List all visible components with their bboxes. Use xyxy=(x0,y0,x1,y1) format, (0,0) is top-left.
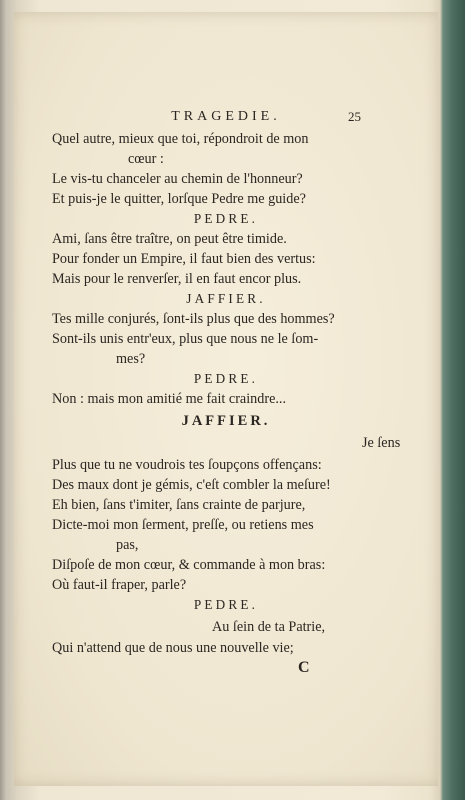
verse-line: Diſpoſe de mon cœur, & commande à mon bras: xyxy=(52,557,326,573)
speaker-name: JAFFIER. xyxy=(186,291,266,306)
speaker-name: PEDRE. xyxy=(193,597,259,612)
verse-line: Qui n'attend que de nous une nouvelle vie; xyxy=(52,640,294,656)
signature-mark: C xyxy=(298,659,310,676)
verse-line: Le vis-tu chanceler au chemin de l'honneur? xyxy=(52,171,303,187)
verse-line-split: Je ſens xyxy=(362,435,401,451)
verse-line: Mais pour le renverſer, il en faut encor plus. xyxy=(52,271,302,287)
verse-line: Où faut-il fraper, parle? xyxy=(52,577,187,593)
verse-line-continuation: pas, xyxy=(116,537,139,553)
verse-line: Plus que tu ne voudrois tes ſoupçons offençans: xyxy=(52,457,322,473)
running-head: TRAGEDIE. xyxy=(171,109,281,124)
verse-line: Non : mais mon amitié me fait craindre... xyxy=(52,391,287,407)
speaker-name: JAFFIER. xyxy=(181,413,271,429)
verse-line-continuation: mes? xyxy=(116,351,146,367)
page-number: 25 xyxy=(348,109,361,124)
verse-line: Ami, ſans être traître, on peut être timide. xyxy=(52,231,287,247)
verse-line: Dicte-moi mon ſerment, preſſe, ou retiens mes xyxy=(52,517,314,533)
speaker-name: PEDRE. xyxy=(193,371,259,386)
verse-line: Des maux dont je gémis, c'eſt combler la meſure! xyxy=(52,477,331,493)
verse-line: Et puis-je le quitter, lorſque Pedre me guide? xyxy=(52,191,306,207)
verse-line: Quel autre, mieux que toi, répondroit de mon xyxy=(52,131,309,147)
verse-line-continuation: cœur : xyxy=(128,151,164,167)
page-paper xyxy=(14,12,438,786)
speaker-name: PEDRE. xyxy=(193,211,259,226)
verse-line: Tes mille conjurés, ſont-ils plus que des hommes? xyxy=(52,311,335,327)
verse-line: Pour fonder un Empire, il faut bien des vertus: xyxy=(52,251,316,267)
verse-line: Sont-ils unis entr'eux, plus que nous ne le ſom- xyxy=(52,331,319,347)
verse-line: Eh bien, ſans t'imiter, ſans crainte de parjure, xyxy=(52,497,306,513)
verse-line-split: Au ſein de ta Patrie, xyxy=(212,619,326,635)
page-text xyxy=(14,12,438,786)
